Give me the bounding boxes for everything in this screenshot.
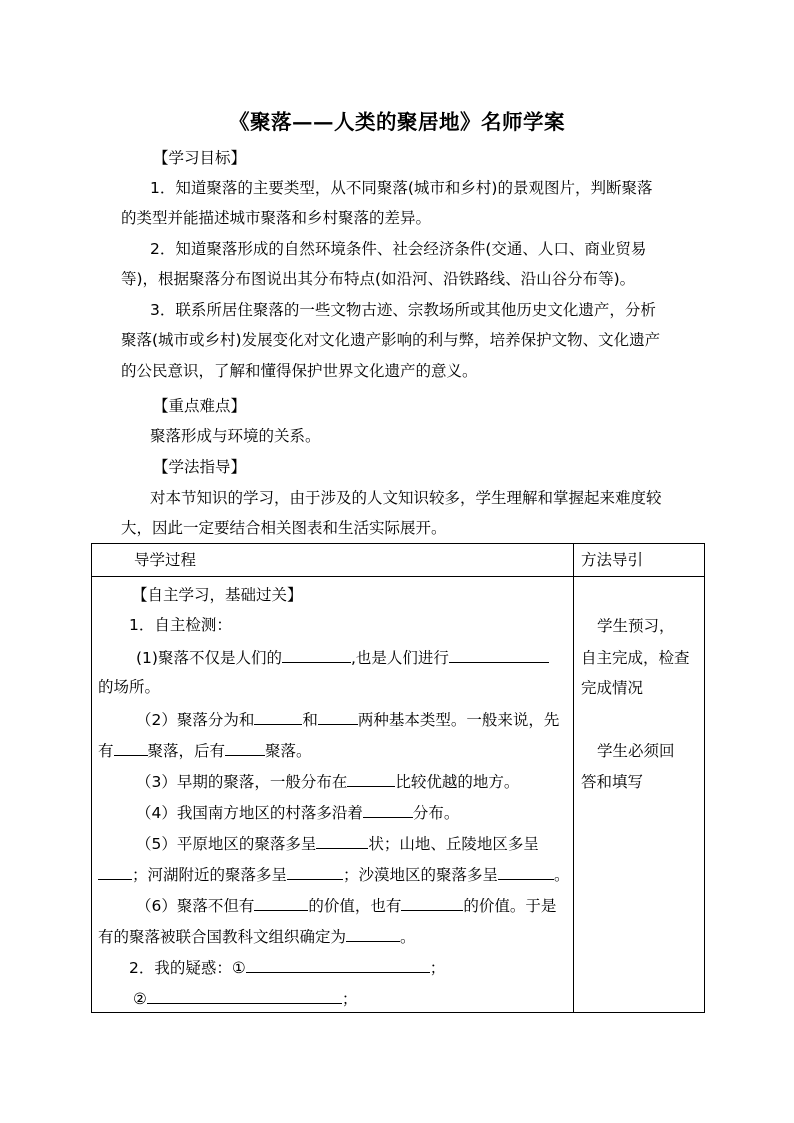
key-points-text: 聚落形成与环境的关系。 bbox=[150, 427, 321, 445]
blank-field[interactable] bbox=[282, 646, 351, 663]
method-heading: 【学法指导】 bbox=[153, 458, 247, 476]
blank-field[interactable] bbox=[98, 863, 132, 880]
question-1-1-line-2: 的场所。 bbox=[98, 678, 161, 696]
method-guide-cell bbox=[574, 577, 705, 1013]
objectives-heading: 【学习目标】 bbox=[153, 149, 247, 167]
objective-3-line-2: 聚落(城市或乡村)发展变化对文化遗产影响的利与弊，培养保护文物、文化遗产 bbox=[121, 331, 661, 349]
objective-2-line-1: 2．知道聚落形成的自然环境条件、社会经济条件(交通、人口、商业贸易 bbox=[150, 240, 647, 258]
question-1-5-line-1: （5）平原地区的聚落多呈 状；山地、丘陵地区多呈 bbox=[136, 832, 539, 854]
method-line-2: 大，因此一定要结合相关图表和生活实际展开。 bbox=[121, 519, 447, 537]
blank-field[interactable] bbox=[346, 925, 400, 942]
question-1-6-line-1: （6）聚落不但有 的价值，也有 的价值。于是 bbox=[136, 894, 556, 916]
question-1-3: （3）早期的聚落，一般分布在 比较优越的地方。 bbox=[136, 770, 519, 792]
guide-line-4: 学生必须回 bbox=[597, 742, 675, 760]
method-line-1: 对本节知识的学习，由于涉及的人文知识较多，学生理解和掌握起来难度较 bbox=[150, 489, 662, 507]
question-1-4: （4）我国南方地区的村落多沿着 分布。 bbox=[136, 801, 459, 823]
objective-1-line-2: 的类型并能描述城市聚落和乡村聚落的差异。 bbox=[121, 209, 432, 227]
question-2-line-2: ② ； bbox=[133, 987, 357, 1009]
question-2-line-1: 2．我的疑惑：① ； bbox=[129, 956, 445, 978]
question-1-5-line-2: ；河湖附近的聚落多呈 ；沙漠地区的聚落多呈 。 bbox=[98, 863, 570, 885]
doubt-2-field[interactable] bbox=[147, 987, 342, 1004]
column-header-process: 导学过程 bbox=[134, 551, 197, 569]
doubt-1-field[interactable] bbox=[246, 956, 430, 973]
blank-field[interactable] bbox=[225, 739, 265, 756]
blank-field[interactable] bbox=[114, 739, 148, 756]
key-points-heading: 【重点难点】 bbox=[153, 397, 247, 415]
guide-line-1: 学生预习， bbox=[597, 617, 675, 635]
objective-1-line-1: 1．知道聚落的主要类型，从不同聚落(城市和乡村)的景观图片，判断聚落 bbox=[150, 179, 653, 197]
process-cell bbox=[92, 577, 574, 1013]
blank-field[interactable] bbox=[316, 832, 368, 849]
header-cell-method bbox=[574, 544, 705, 577]
objective-3-line-3: 的公民意识，了解和懂得保护世界文化遗产的意义。 bbox=[121, 362, 478, 380]
guide-line-3: 完成情况 bbox=[581, 679, 644, 697]
blank-field[interactable] bbox=[401, 894, 463, 911]
column-header-method: 方法导引 bbox=[581, 551, 644, 569]
blank-field[interactable] bbox=[347, 770, 395, 787]
blank-field[interactable] bbox=[318, 708, 358, 725]
guide-line-2: 自主完成，检查 bbox=[581, 649, 690, 667]
blank-field[interactable] bbox=[254, 894, 308, 911]
question-1-label: 1．自主检测： bbox=[129, 616, 232, 634]
objective-3-line-1: 3．联系所居住聚落的一些文物古迹、宗教场所或其他历史文化遗产，分析 bbox=[150, 301, 656, 319]
objective-2-line-2: 等)，根据聚落分布图说出其分布特点(如沿河、沿铁路线、沿山谷分布等)。 bbox=[121, 270, 636, 288]
section-heading: 【自主学习，基础过关】 bbox=[132, 586, 303, 604]
guide-line-5: 答和填写 bbox=[581, 773, 644, 791]
question-1-6-line-2: 有的聚落被联合国教科文组织确定为 。 bbox=[98, 925, 416, 947]
question-1-2-line-2: 有 聚落，后有 聚落。 bbox=[98, 739, 312, 761]
guide-table bbox=[91, 543, 705, 1013]
document-title: 《聚落——人类的聚居地》名师学案 bbox=[229, 110, 565, 134]
blank-field[interactable] bbox=[287, 863, 343, 880]
blank-field[interactable] bbox=[254, 708, 302, 725]
question-1-1-line-1: (1)聚落不仅是人们的 ,也是人们进行 bbox=[136, 646, 549, 668]
blank-field[interactable] bbox=[363, 801, 413, 818]
blank-field[interactable] bbox=[449, 646, 549, 663]
header-cell-process bbox=[92, 544, 574, 577]
blank-field[interactable] bbox=[498, 863, 554, 880]
question-1-2-line-1: （2）聚落分为和 和 两种基本类型。一般来说，先 bbox=[136, 708, 559, 730]
